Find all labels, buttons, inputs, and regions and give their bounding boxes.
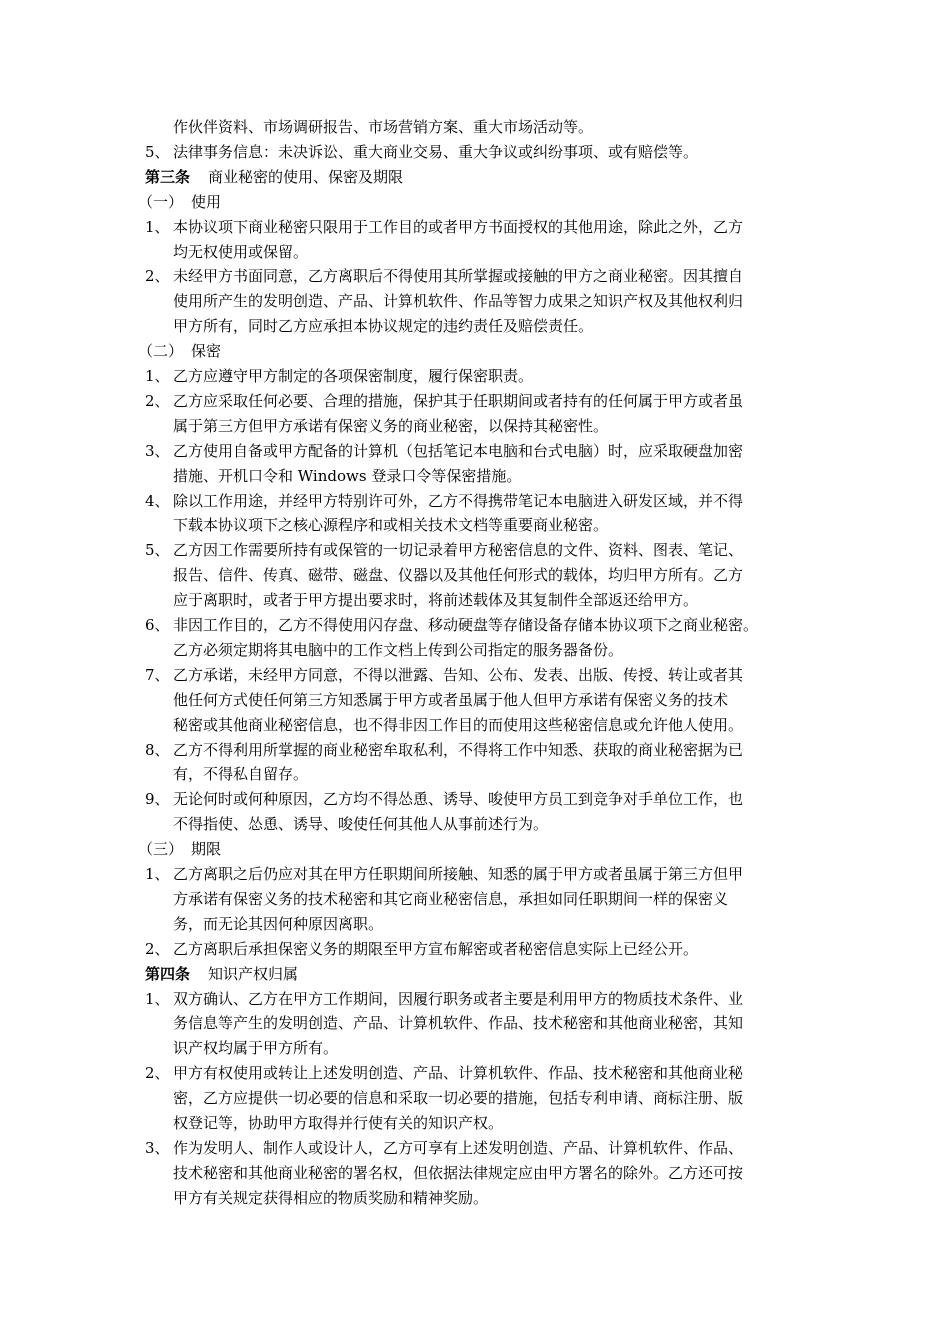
article-number: 第四条 [145, 964, 191, 983]
section-number: （三） [138, 840, 184, 859]
item-number: 5、 [145, 541, 170, 560]
item-number: 2、 [145, 1064, 170, 1083]
paragraph-line: 识产权均属于甲方所有。 [173, 1039, 339, 1058]
item-number: 3、 [145, 441, 170, 460]
paragraph-line: 措施、开机口令和 Windows 登录口令等保密措施。 [173, 466, 522, 485]
paragraph-line: 报告、信件、传真、磁带、磁盘、仪器以及其他任何形式的载体，均归甲方所有。乙方 [173, 566, 744, 585]
paragraph-line: 使用所产生的发明创造、产品、计算机软件、作品等智力成果之知识产权及其他权利归 [173, 292, 744, 311]
paragraph-line: 他任何方式使任何第三方知悉属于甲方或者虽属于他人但甲方承诺有保密义务的技术 [173, 690, 729, 709]
item-text: 乙方承诺，未经甲方同意，不得以泄露、告知、公布、发表、出版、传授、转让或者其 [173, 665, 744, 684]
paragraph-line: 秘密或其他商业秘密信息，也不得非因工作目的而使用这些秘密信息或允许他人使用。 [173, 715, 744, 734]
item-text: 法律事务信息：未决诉讼、重大商业交易、重大争议或纠纷事项、或有赔偿等。 [173, 142, 699, 161]
item-text: 乙方不得利用所掌握的商业秘密牟取私利，不得将工作中知悉、获取的商业秘密据为已 [173, 740, 744, 759]
article-number: 第三条 [145, 167, 191, 186]
section-number: （二） [138, 342, 184, 361]
item-text: 无论何时或何种原因，乙方均不得怂恿、诱导、唆使甲方员工到竞争对手单位工作，也 [173, 790, 744, 809]
item-number: 7、 [145, 665, 170, 684]
paragraph-line: 有，不得私自留存。 [173, 765, 309, 784]
paragraph-line: 均无权使用或保留。 [173, 242, 309, 261]
item-number: 2、 [145, 267, 170, 286]
section-heading [138, 340, 221, 362]
paragraph-line: 不得指使、怂恿、诱导、唆使任何其他人从事前述行为。 [173, 815, 549, 834]
section-title: 期限 [191, 840, 222, 859]
item-number: 8、 [145, 740, 170, 759]
item-text: 乙方使用自备或甲方配备的计算机（包括笔记本电脑和台式电脑）时，应采取硬盘加密 [173, 441, 744, 460]
paragraph-line: 应于离职时，或者于甲方提出要求时，将前述载体及其复制件全部返还给甲方。 [173, 591, 699, 610]
item-text: 除以工作用途，并经甲方特别许可外，乙方不得携带笔记本电脑进入研发区域，并不得 [173, 491, 744, 510]
paragraph-line: 方承诺有保密义务的技术秘密和其它商业秘密信息，承担如同任职期间一样的保密义 [173, 889, 729, 908]
paragraph-line: 属于第三方但甲方承诺有保密义务的商业秘密，以保持其秘密性。 [173, 416, 609, 435]
item-number: 1、 [145, 989, 170, 1008]
item-number: 3、 [145, 1138, 170, 1157]
section-title: 保密 [191, 342, 222, 361]
article-title: 商业秘密的使用、保密及期限 [208, 167, 404, 186]
item-number: 1、 [145, 217, 170, 236]
item-text: 乙方离职后承担保密义务的期限至甲方宣布解密或者秘密信息实际上已经公开。 [173, 939, 699, 958]
item-number: 9、 [145, 790, 170, 809]
item-text: 未经甲方书面同意，乙方离职后不得使用其所掌握或接触的甲方之商业秘密。因其擅自 [173, 267, 744, 286]
item-text: 作为发明人、制作人或设计人，乙方可享有上述发明创造、产品、计算机软件、作品、 [173, 1138, 744, 1157]
item-text: 乙方应遵守甲方制定的各项保密制度，履行保密职责。 [173, 367, 534, 385]
paragraph-line: 甲方所有，同时乙方应承担本协议规定的违约责任及赔偿责任。 [173, 317, 594, 336]
item-text: 乙方应采取任何必要、合理的措施，保护其于任职期间或者持有的任何属于甲方或者虽 [173, 391, 744, 410]
item-number: 5、 [145, 142, 170, 161]
item-text: 乙方因工作需要所持有或保管的一切记录着甲方秘密信息的文件、资料、图表、笔记、 [173, 541, 744, 560]
item-number: 4、 [145, 491, 170, 510]
article-title: 知识产权归属 [208, 964, 299, 983]
item-text: 非因工作目的，乙方不得使用闪存盘、移动硬盘等存储设备存储本协议项下之商业秘密。 [173, 616, 759, 634]
item-number: 2、 [145, 391, 170, 410]
paragraph-line: 乙方必须定期将其电脑中的工作文档上传到公司指定的服务器备份。 [173, 640, 624, 659]
paragraph-line: 作伙伴资料、市场调研报告、市场营销方案、重大市场活动等。 [173, 118, 594, 136]
item-text: 甲方有权使用或转让上述发明创造、产品、计算机软件、作品、技术秘密和其他商业秘 [173, 1064, 744, 1083]
paragraph-line: 甲方有关规定获得相应的物质奖励和精神奖励。 [173, 1188, 489, 1207]
paragraph-line: 下载本协议项下之核心源程序和或相关技术文档等重要商业秘密。 [173, 516, 609, 535]
item-number: 1、 [145, 367, 170, 385]
paragraph-line: 技术秘密和其他商业秘密的署名权，但依据法律规定应由甲方署名的除外。乙方还可按 [173, 1163, 744, 1182]
paragraph-line: 权登记等，协助甲方取得并行使有关的知识产权。 [173, 1114, 504, 1132]
paragraph-line: 务信息等产生的发明创造、产品、计算机软件、作品、技术秘密和其他商业秘密，其知 [173, 1014, 744, 1033]
article-heading [145, 166, 403, 188]
item-text: 乙方离职之后仍应对其在甲方任职期间所接触、知悉的属于甲方或者虽属于第三方但甲 [173, 865, 744, 883]
item-number: 1、 [145, 865, 170, 883]
section-title: 使用 [191, 192, 222, 211]
section-heading [138, 838, 221, 860]
section-number: （一） [138, 192, 184, 211]
article-heading [145, 963, 298, 985]
item-text: 本协议项下商业秘密只限用于工作目的或者甲方书面授权的其他用途，除此之外，乙方 [173, 217, 744, 236]
item-number: 2、 [145, 939, 170, 958]
paragraph-line: 务，而无论其因何种原因离职。 [173, 914, 384, 933]
item-number: 6、 [145, 616, 170, 634]
item-text: 双方确认、乙方在甲方工作期间，因履行职务或者主要是利用甲方的物质技术条件、业 [173, 989, 744, 1008]
paragraph-line: 密，乙方应提供一切必要的信息和采取一切必要的措施，包括专利申请、商标注册、版 [173, 1089, 744, 1108]
section-heading [138, 191, 221, 213]
